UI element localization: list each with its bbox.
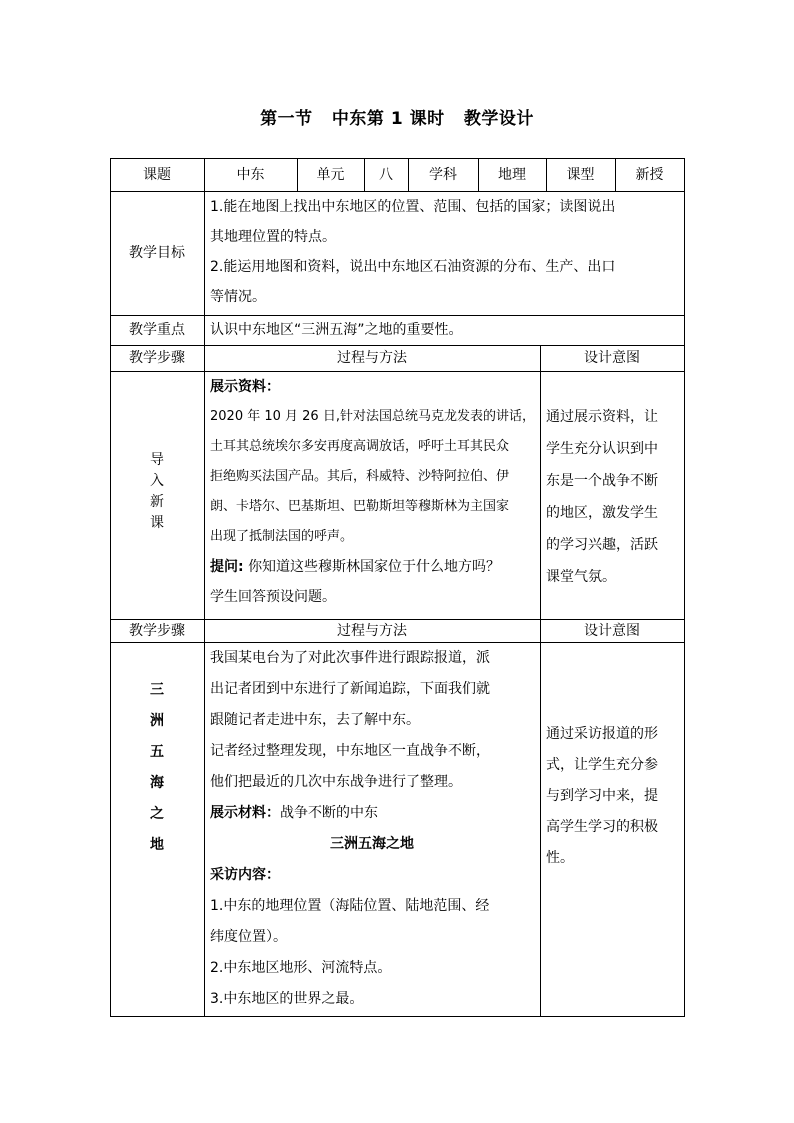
type-label: 课型 <box>566 167 595 183</box>
section2-interview-label: 采访内容： <box>210 867 280 883</box>
page-title: 第一节 中东第 1 课时 教学设计 <box>260 109 534 129</box>
key-point-value: 认识中东地区“三洲五海”之地的重要性。 <box>210 322 463 338</box>
steps-header-step-2: 教学步骤 <box>129 623 185 639</box>
unit-label: 单元 <box>316 167 345 183</box>
objective-line: 1.能在地图上找出中东地区的位置、范围、包括的国家；读图说出 <box>210 199 616 215</box>
section1-line: 2020 年 10 月 26 日,针对法国总统马克龙发表的讲话， <box>210 409 535 424</box>
objective-line: 2.能运用地图和资料，说出中东地区石油资源的分布、生产、出口 <box>210 259 616 275</box>
subject-label: 学科 <box>429 167 457 183</box>
section2-line: 跟随记者走进中东，去了解中东。 <box>210 712 420 728</box>
section2-line: 他们把最近的几次中东战争进行了整理。 <box>210 774 462 790</box>
steps-header-process: 过程与方法 <box>337 350 407 366</box>
section2-process <box>204 643 540 1015</box>
objectives-label: 教学目标 <box>129 245 185 261</box>
objectives-text <box>204 192 684 312</box>
section2-line: 2.中东地区地形、河流特点。 <box>210 960 392 976</box>
type-value: 新授 <box>635 167 664 183</box>
section1-line: 拒绝购买法国产品。其后，科威特、沙特阿拉伯、伊 <box>210 469 510 484</box>
key-point-label: 教学重点 <box>129 322 185 338</box>
section1-answer: 学生回答预设问题。 <box>210 589 336 605</box>
subject-value: 地理 <box>498 167 526 183</box>
section1-line: 土耳其总统埃尔多安再度高调放话，呼吁土耳其民众 <box>210 439 510 454</box>
section1-label: 导 入 新 课 <box>150 452 164 531</box>
section1-question: 提问: 你知道这些穆斯林国家位于什么地方吗？ <box>210 559 501 575</box>
section1-intent: 通过展示资料，让 学生充分认识到中 东是一个战争不断 的地区，激发学生 的学习兴趣，活跃 课堂气氛。 <box>546 409 658 585</box>
section1-line: 朗、卡塔尔、巴基斯坦、巴勒斯坦等穆斯林为主国家 <box>210 499 510 514</box>
objective-line: 等情况。 <box>210 289 266 305</box>
steps-header-intent: 设计意图 <box>584 350 640 366</box>
section1-process <box>204 372 540 612</box>
topic-value: 中东 <box>236 167 265 183</box>
section2-line: 1.中东的地理位置（海陆位置、陆地范围、经 <box>210 898 490 914</box>
steps-header-intent-2: 设计意图 <box>584 623 640 639</box>
section2-label: 三 洲 五 海 之 地 <box>150 682 164 853</box>
objective-line: 其地理位置的特点。 <box>210 229 336 245</box>
section1-heading: 展示资料： <box>210 379 280 395</box>
section2-line: 记者经过整理发现，中东地区一直战争不断， <box>210 743 490 759</box>
section2-line: 3.中东地区的世界之最。 <box>210 991 364 1007</box>
section2-line: 纬度位置）。 <box>210 929 287 945</box>
steps-header-process-2: 过程与方法 <box>337 623 407 639</box>
section1-line: 出现了抵制法国的呼声。 <box>210 529 354 544</box>
section2-intent: 通过采访报道的形 式，让学生充分参 与到学习中来，提 高学生学习的积极 性。 <box>546 726 658 866</box>
steps-header-step: 教学步骤 <box>129 350 185 366</box>
section2-line: 出记者团到中东进行了新闻追踪，下面我们就 <box>210 681 490 697</box>
section2-center-heading: 三洲五海之地 <box>330 836 414 852</box>
section2-material: 展示材料：战争不断的中东 <box>210 805 378 821</box>
unit-value: 八 <box>379 167 393 183</box>
section2-line: 我国某电台为了对此次事件进行跟踪报道，派 <box>210 650 490 666</box>
topic-label: 课题 <box>143 167 171 183</box>
